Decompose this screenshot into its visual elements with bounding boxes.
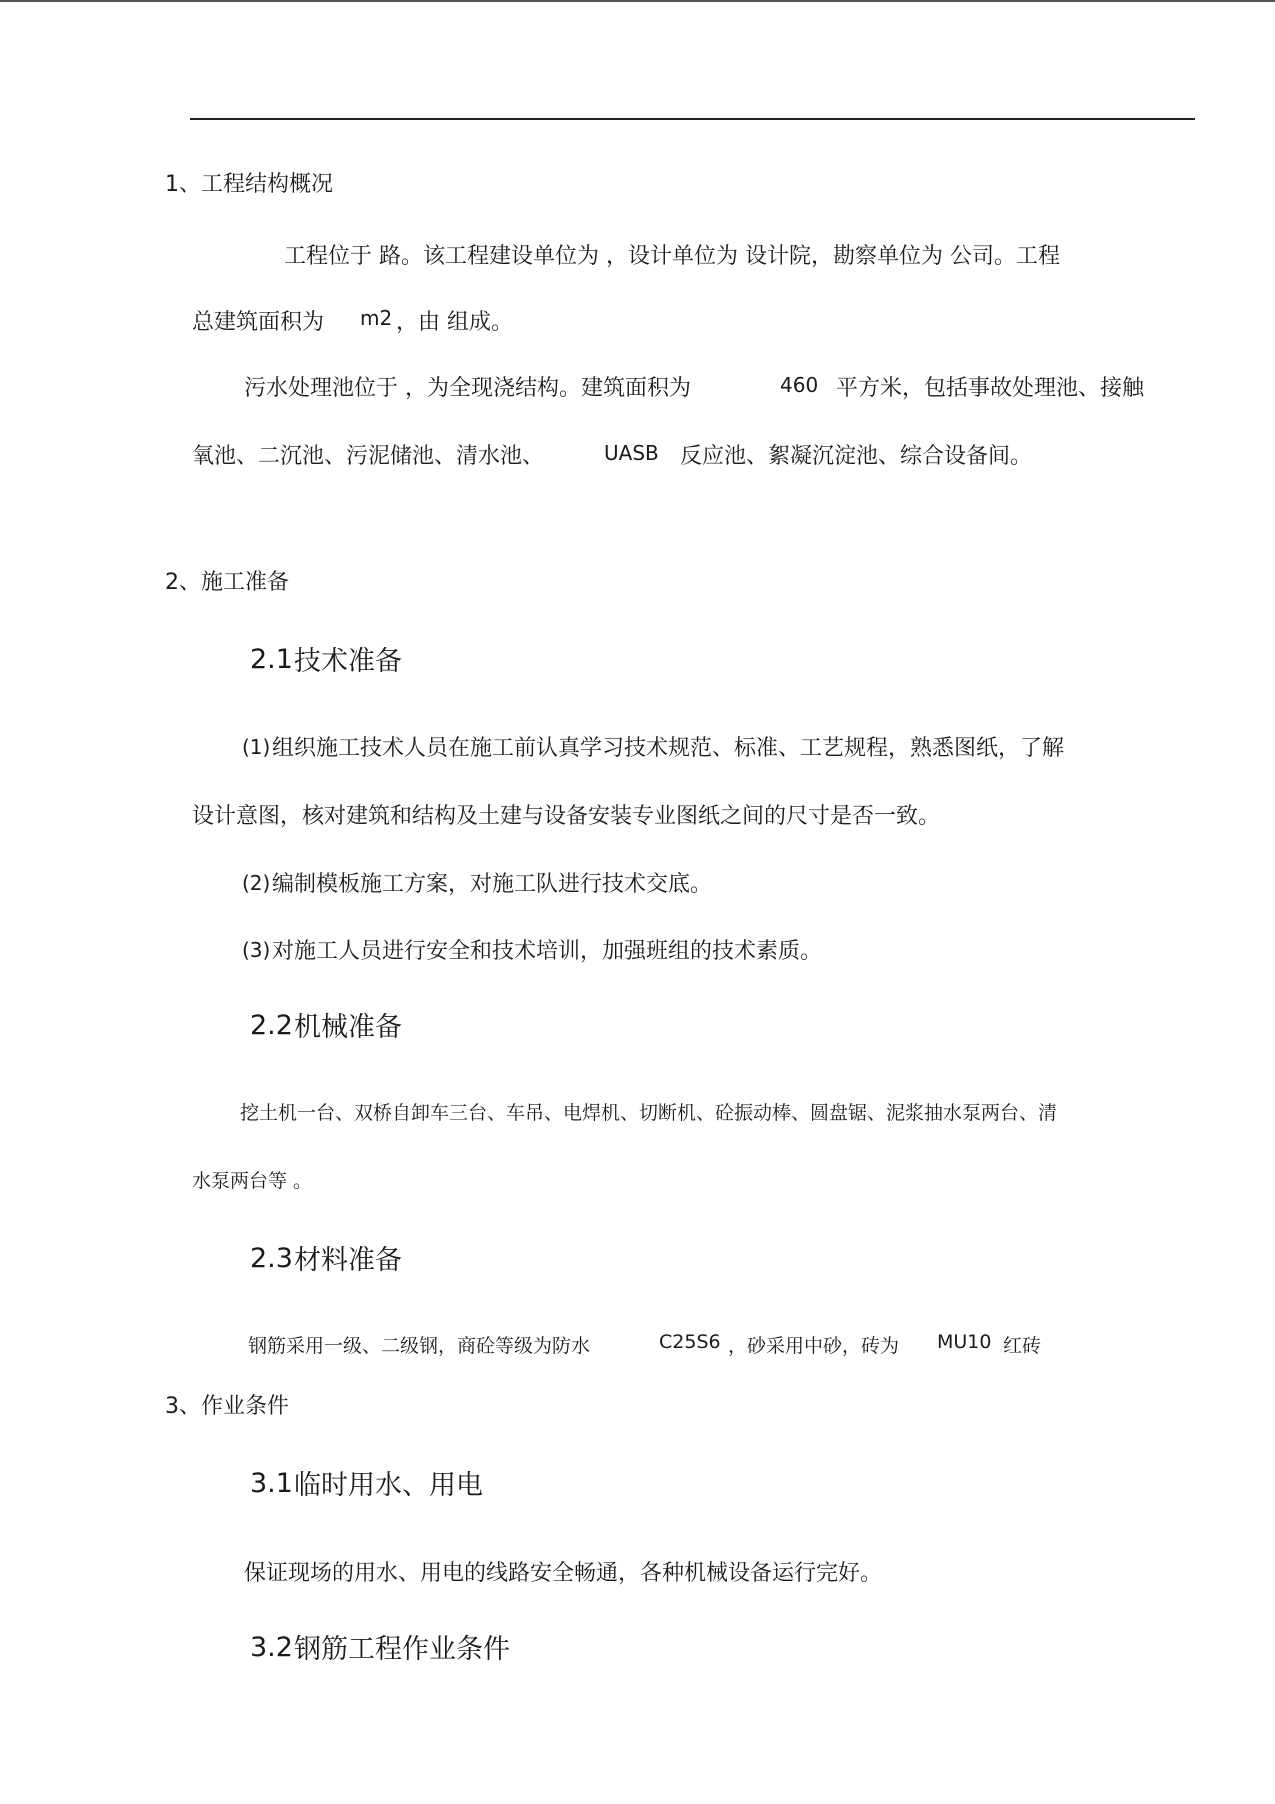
uasb-label: UASB (604, 441, 659, 465)
section-3-heading: 3、作业条件 (165, 1394, 289, 1419)
brick-grade: MU10 (937, 1331, 992, 1353)
machinery-list-line-2: 水泵两台等 。 (192, 1170, 313, 1192)
area-value: 460 (780, 373, 819, 397)
section-3-1-paragraph: 保证现场的用水、用电的线路安全畅通，各种机械设备运行完好。 (244, 1561, 883, 1586)
subsection-2-1-number: 2.1 (250, 644, 293, 675)
section-1-paragraph-2-line-2-text: 氧池、二沉池、污泥储池、清水池、 (192, 444, 545, 469)
subsection-3-2-title: 钢筋工程作业条件 (294, 1634, 510, 1665)
header-rule (190, 118, 1195, 120)
item-2-text: 编制模板施工方案，对施工队进行技术交底。 (272, 872, 713, 897)
item-3-text: 对施工人员进行安全和技术培训，加强班组的技术素质。 (272, 939, 823, 964)
item-1-text-line-2: 设计意图，核对建筑和结构及土建与设备安装专业图纸之间的尺寸是否一致。 (192, 804, 941, 829)
section-1-paragraph-1-line-1: 工程位于 路。该工程建设单位为 ，设计单位为 设计院，勘察单位为 公司。工程 (284, 244, 1060, 269)
materials-text-3: 红砖 (1003, 1335, 1042, 1357)
section-1-paragraph-2-line-1-text: 污水处理池位于 ，为全现浇结构。建筑面积为 (244, 376, 691, 401)
subsection-3-2-number: 3.2 (250, 1632, 293, 1663)
subsection-2-1-title: 技术准备 (294, 646, 402, 677)
section-1-heading: 1、工程结构概况 (165, 172, 333, 197)
section-1-paragraph-2-line-1-tail: 平方米，包括事故处理池、接触 (836, 376, 1145, 401)
concrete-grade: C25S6 (659, 1331, 721, 1353)
section-1-paragraph-1-line-2-text: 总建筑面积为 (192, 310, 325, 335)
subsection-3-1-number: 3.1 (250, 1468, 293, 1499)
page-top-border (0, 0, 1275, 2)
item-3-number: (3) (242, 938, 271, 962)
materials-text-2: ，砂采用中砂，砖为 (728, 1335, 900, 1357)
subsection-2-2-number: 2.2 (250, 1010, 293, 1041)
materials-text-1: 钢筋采用一级、二级钢，商砼等级为防水 (248, 1335, 591, 1357)
subsection-3-1-title: 临时用水、用电 (294, 1470, 483, 1501)
section-2-heading: 2、施工准备 (165, 570, 289, 595)
area-unit: m2 (360, 306, 393, 330)
subsection-2-3-title: 材料准备 (294, 1245, 402, 1276)
section-1-paragraph-2-line-2-tail: 反应池、絮凝沉淀池、综合设备间。 (680, 444, 1033, 469)
machinery-list-line-1: 挖土机一台、双桥自卸车三台、车吊、电焊机、切断机、砼振动棒、圆盘锯、泥浆抽水泵两台、清 (240, 1102, 1058, 1124)
item-1-number: (1) (242, 735, 271, 759)
item-1-text-line-1: 组织施工技术人员在施工前认真学习技术规范、标准、工艺规程，熟悉图纸，了解 (272, 736, 1065, 761)
subsection-2-2-title: 机械准备 (294, 1012, 402, 1043)
item-2-number: (2) (242, 871, 271, 895)
section-1-paragraph-1-line-2-tail: ，由 组成。 (396, 310, 513, 335)
subsection-2-3-number: 2.3 (250, 1243, 293, 1274)
